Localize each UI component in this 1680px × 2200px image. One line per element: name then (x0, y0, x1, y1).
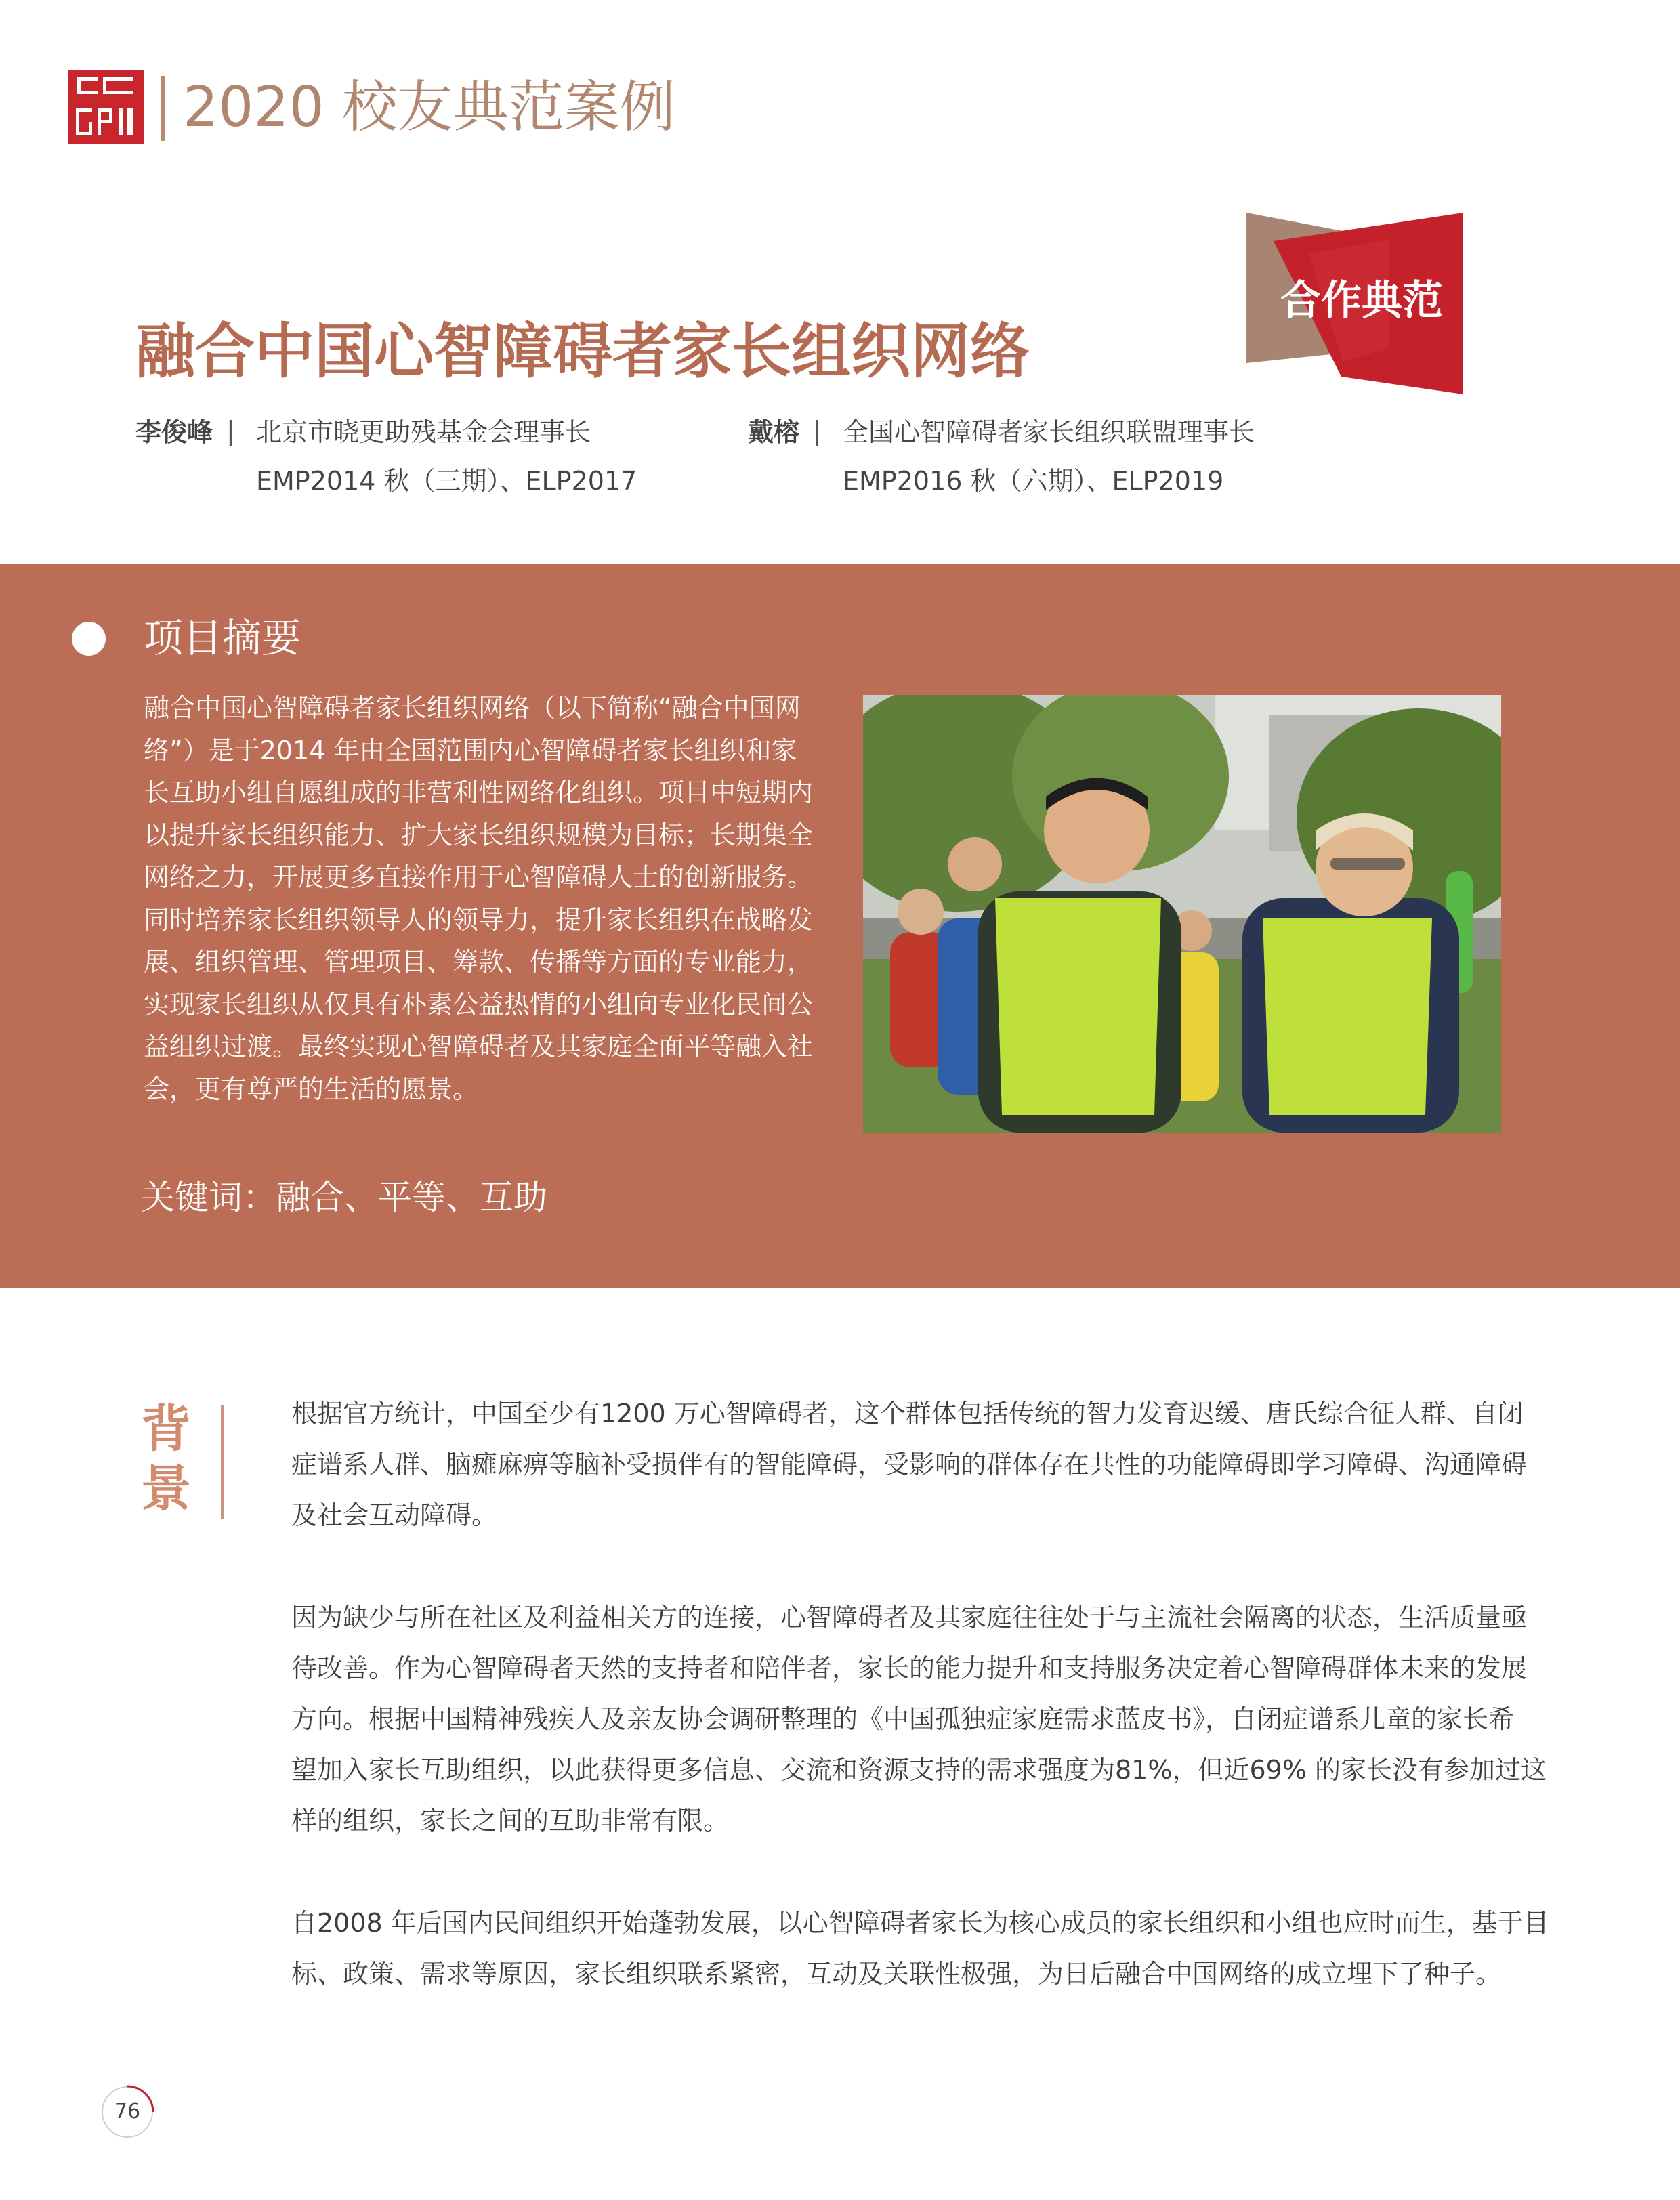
paragraph-line: 因为缺少与所在社区及利益相关方的连接，心智障碍者及其家庭往往处于与主流社会隔离的状态，生活质量亟 (291, 1603, 1528, 1632)
author-2-role: 全国心智障碍者家长组织联盟理事长 (843, 417, 1255, 447)
summary-heading: 项目摘要 (144, 615, 301, 661)
summary-line: 同时培养家长组织领导人的领导力，提升家长组织在战略发 (144, 904, 814, 935)
section-label-char: 背 (141, 1400, 191, 1458)
summary-line: 益组织过渡。最终实现心智障碍者及其家庭全面平等融入社 (144, 1032, 814, 1061)
summary-line: 以提升家长组织能力、扩大家长组织规模为目标；长期集全 (144, 820, 814, 850)
paragraph-line: 症谱系人群、脑瘫麻痹等脑补受损伴有的智能障碍，受影响的群体存在共性的功能障碍即学习障碍、沟通障碍 (291, 1450, 1528, 1479)
paragraph-line: 及社会互动障碍。 (291, 1500, 498, 1530)
background-paragraph-1 (291, 1389, 1528, 1541)
event-photo (863, 695, 1501, 1133)
background-paragraph-3 (291, 1898, 1549, 2000)
author-1-separator: | (226, 416, 235, 446)
author-2-separator: | (813, 416, 822, 446)
section-label-char: 景 (141, 1460, 191, 1518)
summary-line: 络”）是于2014 年由全国范围内心智障碍者家长组织和家 (144, 735, 797, 765)
badge-label: 合作典范 (1280, 277, 1443, 324)
summary-text (144, 687, 821, 1110)
summary-line: 长互助小组自愿组成的非营利性网络化组织。项目中短期内 (144, 778, 814, 807)
cepi-logo (68, 70, 144, 144)
summary-line: 会，更有尊严的生活的愿景。 (144, 1074, 479, 1104)
background-paragraph-2 (291, 1592, 1547, 1846)
header-separator (161, 76, 165, 141)
section-label-background (135, 1399, 196, 1519)
header-title: 2020 校友典范案例 (183, 75, 675, 140)
paragraph-line: 待改善。作为心智障碍者天然的支持者和陪伴者，家长的能力提升和支持服务决定着心智障碍群体未来的发展 (291, 1653, 1528, 1683)
paragraph-line: 样的组织，家长之间的互助非常有限。 (291, 1806, 730, 1836)
paragraph-line: 根据官方统计，中国至少有1200 万心智障碍者，这个群体包括传统的智力发育迟缓、唐氏综合征人群、自闭 (291, 1399, 1524, 1429)
section-vertical-rule (221, 1405, 224, 1519)
summary-line: 实现家长组织从仅具有朴素公益热情的小组向专业化民间公 (144, 989, 814, 1019)
summary-line: 融合中国心智障碍者家长组织网络（以下简称“融合中国网 (144, 693, 801, 723)
paragraph-line: 标、政策、需求等原因，家长组织联系紧密，互动及关联性极强，为日后融合中国网络的成立埋下了种子。 (291, 1959, 1502, 1989)
summary-line: 展、组织管理、管理项目、筹款、传播等方面的专业能力， (144, 947, 814, 977)
author-2-name: 戴榕 (748, 417, 800, 447)
summary-line: 网络之力，开展更多直接作用于心智障碍人士的创新服务。 (144, 862, 814, 892)
paragraph-line: 方向。根据中国精神残疾人及亲友协会调研整理的《中国孤独症家庭需求蓝皮书》，自闭症谱系儿童的家长希 (291, 1704, 1515, 1734)
bullet-dot-icon (72, 622, 106, 656)
author-2-programs: EMP2016 秋（六期）、ELP2019 (843, 466, 1224, 496)
author-1-role: 北京市晓更助残基金会理事长 (256, 417, 591, 447)
paragraph-line: 望加入家长互助组织，以此获得更多信息、交流和资源支持的需求强度为81%，但近69% 的家长没有参加过这 (291, 1755, 1547, 1785)
keywords: 关键词：融合、平等、互助 (141, 1178, 547, 1217)
article-title: 融合中国心智障碍者家长组织网络 (135, 316, 1030, 386)
paragraph-line: 自2008 年后国内民间组织开始蓬勃发展，以心智障碍者家长为核心成员的家长组织和小组也应时而生，基于目 (291, 1908, 1549, 1938)
page-number: 76 (114, 2100, 141, 2123)
author-1-programs: EMP2014 秋（三期）、ELP2017 (256, 466, 637, 496)
author-1-name: 李俊峰 (135, 417, 213, 447)
